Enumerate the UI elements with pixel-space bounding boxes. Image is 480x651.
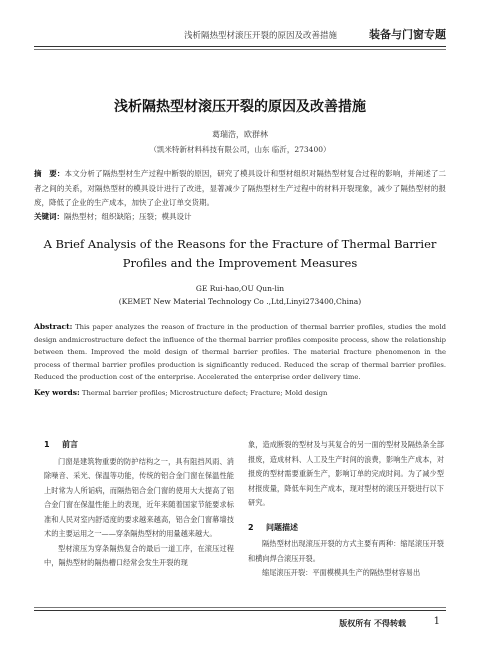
section-number: 2 [248,522,254,532]
chinese-keywords [34,210,446,224]
english-authors: GE Rui-hao,OU Qun-lin [195,284,285,293]
chinese-keywords-text: 隔热型材；组织缺陷；压裂；模具设计 [64,212,192,221]
english-abstract [34,321,446,384]
body-paragraph: 缩尾滚压开裂：平面模模具生产的隔热型材容易出 [262,568,421,577]
english-abstract-text: This paper analyzes the reason of fracture in the production of thermal barrier profiles, studies the mold design andmicrostructure defect the influence of the thermal barrier profiles composite process, show the relationship between them. Improved the mold design of thermal barrier profiles. The material fracture phenomenon in the process of thermal barrier profiles production is significantly reduced. Reduced the scrap of thermal barrier profiles. Reduced the production cost of the enterprise. Accelerated the enterprise order delivery time. [34,323,446,382]
running-title: 浅析隔热型材滚压开裂的原因及改善措施 [184,31,338,41]
english-affiliation: (KEMET New Material Technology Co .,Ltd,Linyi273400,China) [118,297,362,306]
section-number: 1 [44,440,50,449]
journal-section: 装备与门窗专题 [369,28,446,41]
chinese-abstract [34,167,446,211]
english-abstract-label: Abstract: [34,322,73,331]
body-paragraph: 隔热型材出现滚压开裂的方式主要有两种：缩尾滚压开裂和横向焊合滚压开裂。 [248,539,444,563]
english-keywords-label: Key words: [34,388,80,397]
header-rule-thin [34,49,446,50]
footer-rule [34,610,446,611]
chinese-abstract-text: 本文分析了隔热型材生产过程中断裂的原因，研究了模具设计和型材组织对隔热型材复合过程的影响，并阐述了二者之间的关系，对隔热型材的模具设计进行了改进，显著减少了隔热型材生产过程中的材料开裂现象，减少了隔热型材的报废，降低了企业的生产成本，加快了企业订单交货期。 [34,169,446,208]
english-keywords-text: Thermal barrier profiles; Microstructure defect; Fracture; Mold design [81,389,328,397]
section-heading-intro [44,438,234,453]
chinese-affiliation: （凯米特新材料科技有限公司，山东 临沂，273400） [149,145,331,154]
body-column-left [44,438,234,571]
page-header [34,24,446,46]
body-paragraph: 型材滚压为穿条隔热复合的最后一道工序，在滚压过程中，隔热型材的隔热槽口经常会发生开裂的现 [44,543,234,567]
section-title: 问题描述 [266,522,298,532]
english-keywords [34,388,446,397]
header-rule [34,46,446,47]
copyright-notice: 版权所有 不得转载 [339,618,406,628]
english-title: A Brief Analysis of the Reasons for the Fracture of Thermal Barrier Profiles and the Improvement Measures [43,237,437,270]
page-footer [34,607,446,637]
chinese-keywords-label: 关键词： [34,212,64,221]
chinese-authors: 葛瑞浩，欧群林 [212,130,268,139]
body-paragraph: 门窗是建筑物重要的防护结构之一，具有阻挡风雨、消除噪音、采光、保温等功能，传统的铝合金门窗在保温性能上时常为人所诟病，而隔热铝合金门窗的使用大大提高了铝合金门窗在保温性能上的表现，近年来随着国家节能要求标准和人民对室内舒适度的要求越来越高，铝合金门窗幕墙技术的主要运用之一——穿条隔热型材的用量越来越大。 [44,456,234,538]
body-paragraph: 象，造成断裂的型材及与其复合的另一面的型材及隔热条全部报废，造成材料、人工及生产时间的浪费，影响生产成本，对报废的型材需要重新生产，影响订单的完成时间。为了减少型材报废量，降低车间生产成本，现对型材的滚压开裂进行以下研究。 [248,440,444,507]
chinese-abstract-label: 摘 要： [34,169,65,178]
body-column-right [248,438,444,581]
page-number: 1 [433,616,440,627]
section-title: 前言 [62,440,78,449]
footer-rule-thin [34,607,446,608]
section-heading-problem [248,521,444,536]
chinese-title: 浅析隔热型材滚压开裂的原因及改善措施 [114,99,366,115]
